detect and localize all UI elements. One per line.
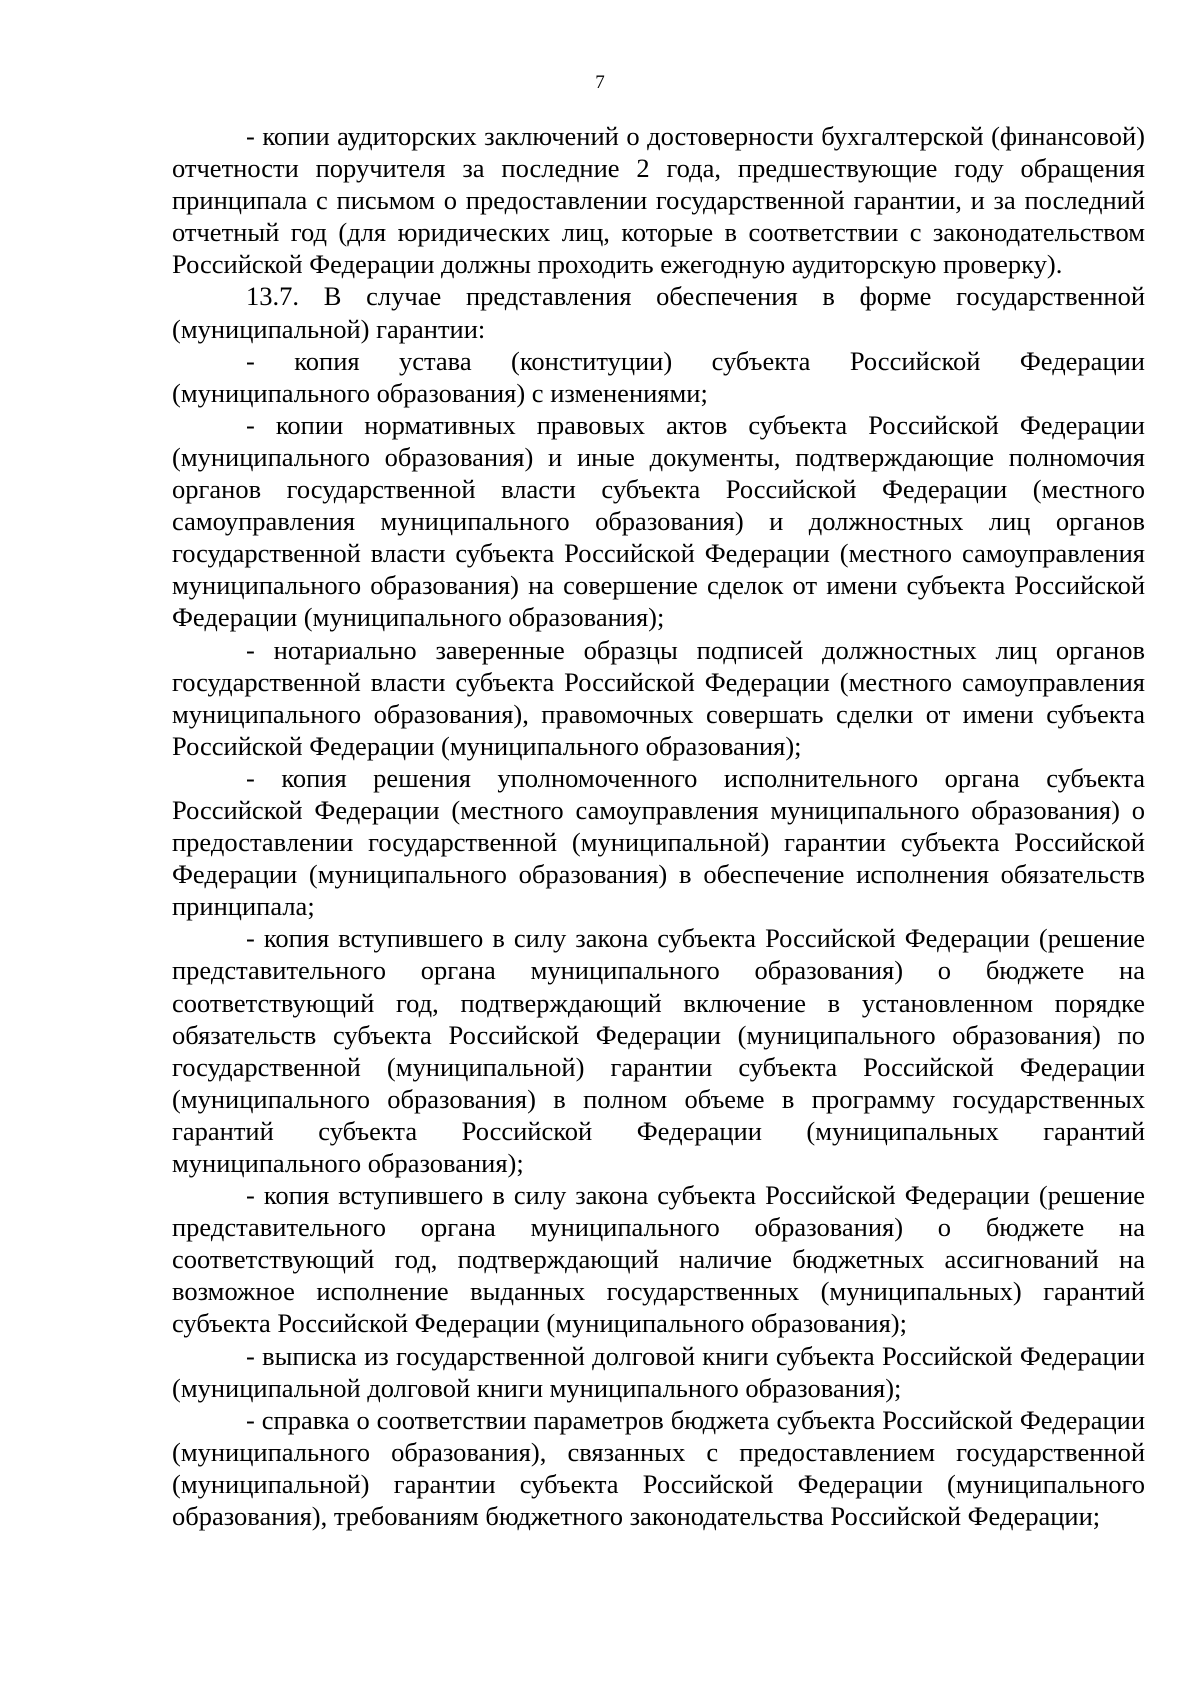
paragraph-debt-book-extract: - выписка из государственной долговой книги субъекта Российской Федерации (муниципальной долговой книги муниципального образования); bbox=[172, 1340, 1145, 1403]
paragraph-section-13-7: 13.7. В случае представления обеспечения в форме государственной (муниципальной) гарантии: bbox=[172, 281, 1145, 344]
paragraph-budget-law-allocations: - копия вступившего в силу закона субъекта Российской Федерации (решение представительного органа муниципального образования) о бюджете на соответствующий год, подтверждающий наличие бюджетных ассигнований на возможное исполнение выданных государственных (муниципальных) гарантий субъекта Российской Федерации (муниципального образования); bbox=[172, 1180, 1145, 1339]
paragraph-signature-samples: - нотариально заверенные образцы подписей должностных лиц органов государственной власти субъекта Российской Федерации (местного самоуправления муниципального образования), правомочных совершать сделки от имени субъекта Российской Федерации (муниципального образования); bbox=[172, 634, 1145, 761]
paragraph-audit-reports: - копии аудиторских заключений о достоверности бухгалтерской (финансовой) отчетности поручителя за последние 2 года, предшествующие году обращения принципала с письмом о предоставлении государственной гарантии, и за последний отчетный год (для юридических лиц, которые в соответствии с законодательством Российской Федерации должны проходить ежегодную аудиторскую проверку). bbox=[172, 121, 1145, 280]
page-number: 7 bbox=[595, 72, 605, 93]
paragraph-charter-copy: - копия устава (конституции) субъекта Российской Федерации (муниципального образования) с изменениями; bbox=[172, 345, 1145, 408]
paragraph-budget-law-inclusion: - копия вступившего в силу закона субъекта Российской Федерации (решение представительного органа муниципального образования) о бюджете на соответствующий год, подтверждающий включение в установленном порядке обязательств субъекта Российской Федерации (муниципального образования) по государственной (муниципальной) гарантии субъекта Российской Федерации (муниципального образования) в полном объеме в программу государственных гарантий субъекта Российской Федерации (муниципальных гарантий муниципального образования); bbox=[172, 923, 1145, 1178]
paragraph-normative-acts: - копии нормативных правовых актов субъекта Российской Федерации (муниципального образования) и иные документы, подтверждающие полномочия органов государственной власти субъекта Российской Федерации (местного самоуправления муниципального образования) и должностных лиц органов государственной власти субъекта Российской Федерации (местного самоуправления муниципального образования) на совершение сделок от имени субъекта Российской Федерации (муниципального образования); bbox=[172, 409, 1145, 633]
paragraph-authority-decision: - копия решения уполномоченного исполнительного органа субъекта Российской Федерации (местного самоуправления муниципального образования) о предоставлении государственной (муниципальной) гарантии субъекта Российской Федерации (муниципального образования) в обеспечение исполнения обязательств принципала; bbox=[172, 762, 1145, 922]
paragraph-budget-compliance: - справка о соответствии параметров бюджета субъекта Российской Федерации (муниципального образования), связанных с предоставлением государственной (муниципальной) гарантии субъекта Российской Федерации (муниципального образования), требованиям бюджетного законодательства Российской Федерации; bbox=[172, 1404, 1145, 1532]
document-body bbox=[172, 120, 1145, 1532]
